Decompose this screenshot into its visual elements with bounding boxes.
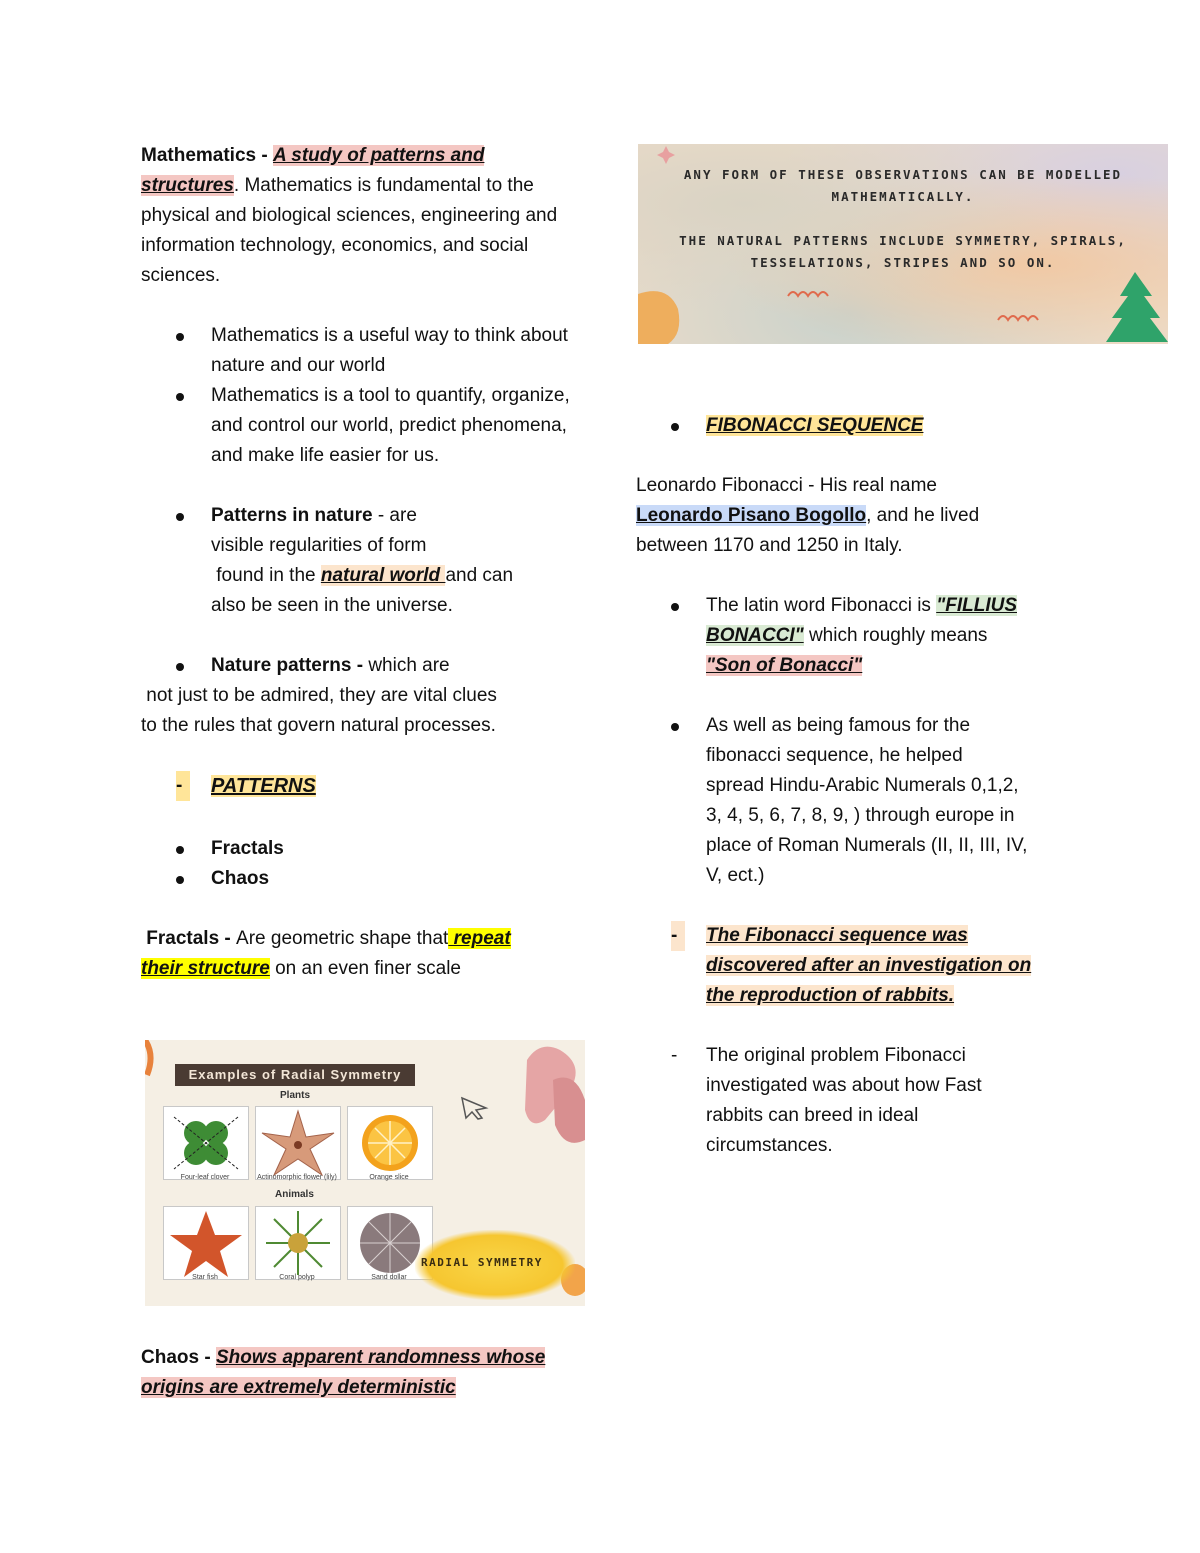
clover-image: [163, 1106, 249, 1180]
list-item: Patterns in nature - are visible regularities of form found in the natural world and can also be seen in the universe.: [141, 501, 581, 621]
right-column: [636, 411, 1076, 1161]
bullet-icon: [176, 663, 184, 671]
coral-polyp-image: [255, 1206, 341, 1280]
bullet-icon: [176, 333, 184, 341]
nature-patterns-bullet: [141, 651, 581, 681]
bullet-icon: [671, 723, 679, 731]
list-item: As well as being famous for the fibonacci sequence, he helped spread Hindu-Arabic Numerals 0,1,2, 3, 4, 5, 6, 7, 8, 9, ) through europe in place of Roman Numerals (II, II, III, IV, V, ect.): [636, 711, 1076, 891]
lily-image: [255, 1106, 341, 1180]
chaos-paragraph: Chaos - Shows apparent randomness whose origins are extremely deterministic: [141, 1347, 546, 1398]
list-item: Mathematics is a useful way to think about nature and our world: [141, 321, 581, 381]
patterns-heading: - PATTERNS: [141, 771, 581, 802]
patterns-list: [141, 834, 581, 894]
caption: Actinomorphic flower (lily): [257, 1174, 337, 1181]
natural-world-highlight: natural world: [320, 565, 446, 586]
nature-patterns-text: to the rules that govern natural processes.: [141, 715, 496, 736]
original-problem-item: - The original problem Fibonacci investigated was about how Fast rabbits can breed in ideal circumstances.: [671, 1045, 982, 1156]
list-item: The latin word Fibonacci is "FILLIUS BONACCI" which roughly means "Son of Bonacci": [636, 591, 1076, 681]
plants-label: Plants: [280, 1090, 311, 1101]
fractals-paragraph: Fractals - Are geometric shape that repeat their structure on an even finer scale: [141, 928, 511, 979]
real-name-highlight: Leonardo Pisano Bogollo: [636, 505, 867, 526]
intro-paragraph: [141, 141, 581, 291]
starfish-image: [163, 1206, 249, 1280]
bullet-icon: [176, 846, 184, 854]
caption: Star fish: [192, 1274, 218, 1281]
patterns-in-nature-bullet: [141, 501, 581, 621]
cursor-icon: [460, 1096, 490, 1120]
caption: Sand dollar: [371, 1274, 407, 1281]
fibonacci-heading-bullet: [636, 411, 1076, 441]
bullet-icon: [176, 393, 184, 401]
intro-definition: A study of patterns and structures: [141, 145, 485, 196]
leonardo-paragraph: Leonardo Fibonacci - His real name Leonardo Pisano Bogollo, and he lived between 1170 and 1250 in Italy.: [636, 475, 980, 556]
fibonacci-heading: FIBONACCI SEQUENCE: [706, 415, 924, 436]
list-item: Chaos: [141, 864, 581, 894]
latin-bullet: [636, 591, 1076, 681]
nature-patterns-text: not just to be admired, they are vital clues: [141, 685, 497, 706]
left-column: [141, 141, 581, 984]
caption: Orange slice: [369, 1174, 409, 1181]
bullet-icon: [671, 423, 679, 431]
list-item: Mathematics is a tool to quantify, organize, and control our world, predict phenomena, and make life easier for us.: [141, 381, 581, 471]
radial-title: Examples of Radial Symmetry: [175, 1064, 415, 1086]
observations-banner-image: ANY FORM OF THESE OBSERVATIONS CAN BE MODELLED MATHEMATICALLY. THE NATURAL PATTERNS INCLUDE SYMMETRY, SPIRALS, TESSELATIONS, STRIPES AND SO ON.: [638, 144, 1168, 344]
math-bullets: [141, 321, 581, 471]
bullet-icon: [176, 513, 184, 521]
list-item: [636, 411, 1076, 441]
intro-rest: . Mathematics is fundamental to the physical and biological sciences, engineering and information technology, economics, and social sciences.: [141, 175, 558, 286]
intro-term: Mathematics -: [141, 145, 273, 166]
discovered-item: - The Fibonacci sequence was discovered after an investigation on the reproduction of rabbits.: [636, 921, 1076, 1011]
bullet-icon: [671, 603, 679, 611]
animals-label: Animals: [275, 1189, 314, 1200]
radial-symmetry-image: [145, 1040, 585, 1306]
bullet-icon: [176, 876, 184, 884]
famous-bullet: [636, 711, 1076, 891]
caption: Four-leaf clover: [180, 1174, 230, 1181]
caption: Coral polyp: [279, 1274, 315, 1281]
list-item: Fractals: [141, 834, 581, 864]
orange-slice-image: [347, 1106, 433, 1180]
radial-badge: RADIAL SYMMETRY: [415, 1230, 575, 1300]
list-item: Nature patterns - which are: [141, 651, 581, 681]
banner-decor: [638, 144, 1168, 344]
